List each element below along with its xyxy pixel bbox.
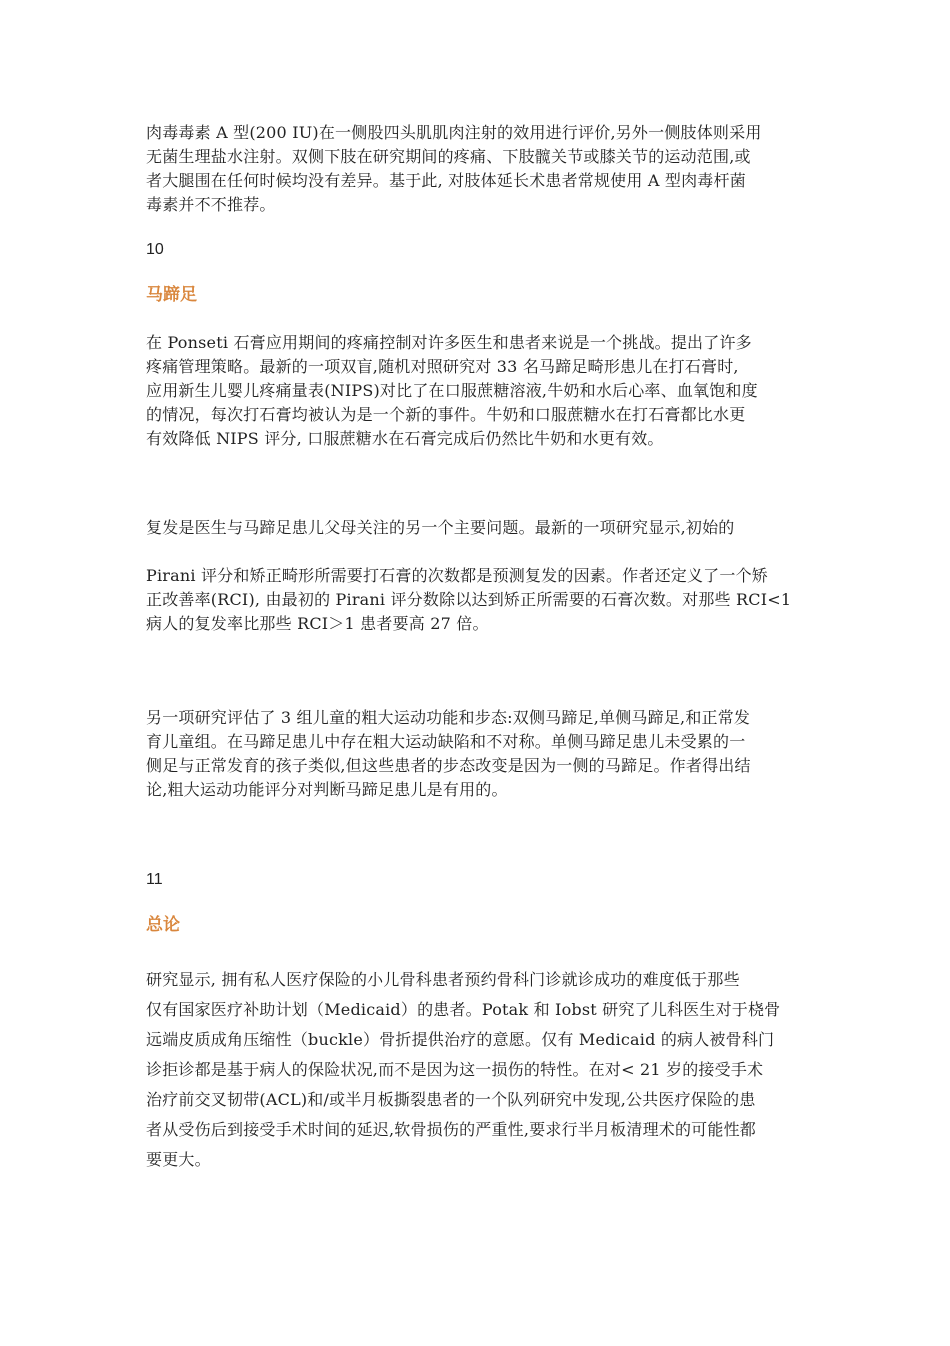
clubfoot-paragraph-pain-control: 在 Ponseti 石膏应用期间的疼痛控制对许多医生和患者来说是一个挑战。提出了许多 疼痛管理策略。最新的一项双盲,随机对照研究对 33 名马蹄足畸形患儿在打石膏时, 应用新生儿婴儿疼痛量表(NIPS)对比了在口服蔗糖溶液,牛奶和水后心率、血氧饱和度 的情况，每次打石膏均被认为是一个新的事件。牛奶和口服蔗糖水在打石膏都比水更 有效降低 NIPS 评分, 口服蔗糖水在石膏完成后仍然比牛奶和水更有效。 [146, 333, 758, 448]
general-paragraph-insurance: 研究显示, 拥有私人医疗保险的小儿骨科患者预约骨科门诊就诊成功的难度低于那些 仅有国家医疗补助计划（Medicaid）的患者。Potak 和 Iobst 研究了儿科医生对于桡骨 远端皮质成角压缩性（buckle）骨折提供治疗的意愿。仅有 Medicaid 的病人被骨科门 诊拒诊都是基于病人的保险状况,而不是因为这一损伤的特性。在对< 21 岁的接受手术 治疗前交叉韧带(ACL)和/或半月板撕裂患者的一个队列研究中发现,公共医疗保险的患 者从受伤后到接受手术时间的延迟,软骨损伤的严重性,要求行半月板清理术的可能性都 要更大。 [146, 970, 781, 1169]
section-heading-clubfoot: 马蹄足 [146, 285, 197, 305]
intro-paragraph: 肉毒毒素 A 型(200 IU)在一侧股四头肌肌肉注射的效用进行评价,另外一侧肢体则采用 无菌生理盐水注射。双侧下肢在研究期间的疼痛、下肢髋关节或膝关节的运动范围,或 者大腿围在任何时候均没有差异。基于此, 对肢体延长术患者常规使用 A 型肉毒杆菌 毒素并不不推荐。 [146, 123, 762, 214]
clubfoot-paragraph-relapse-intro: 复发是医生与马蹄足患儿父母关注的另一个主要问题。最新的一项研究显示,初始的 [146, 518, 735, 537]
clubfoot-paragraph-gross-motor: 另一项研究评估了 3 组儿童的粗大运动功能和步态:双侧马蹄足,单侧马蹄足,和正常发 育儿童组。在马蹄足患儿中存在粗大运动缺陷和不对称。单侧马蹄足患儿未受累的一 侧足与正常发育的孩子类似,但这些患者的步态改变是因为一侧的马蹄足。作者得出结 论,粗大运动功能评分对判断马蹄足患儿是有用的。 [146, 708, 751, 799]
section-number-11: 11 [146, 871, 163, 888]
clubfoot-paragraph-relapse-pirani: Pirani 评分和矫正畸形所需要打石膏的次数都是预测复发的因素。作者还定义了一个矫 正改善率(RCI), 由最初的 Pirani 评分数除以达到矫正所需要的石膏次数。对那些 RCI<1 病人的复发率比那些 RCI＞1 患者要高 27 倍。 [146, 566, 792, 633]
section-number-10: 10 [146, 241, 164, 258]
section-heading-general: 总论 [146, 915, 180, 935]
